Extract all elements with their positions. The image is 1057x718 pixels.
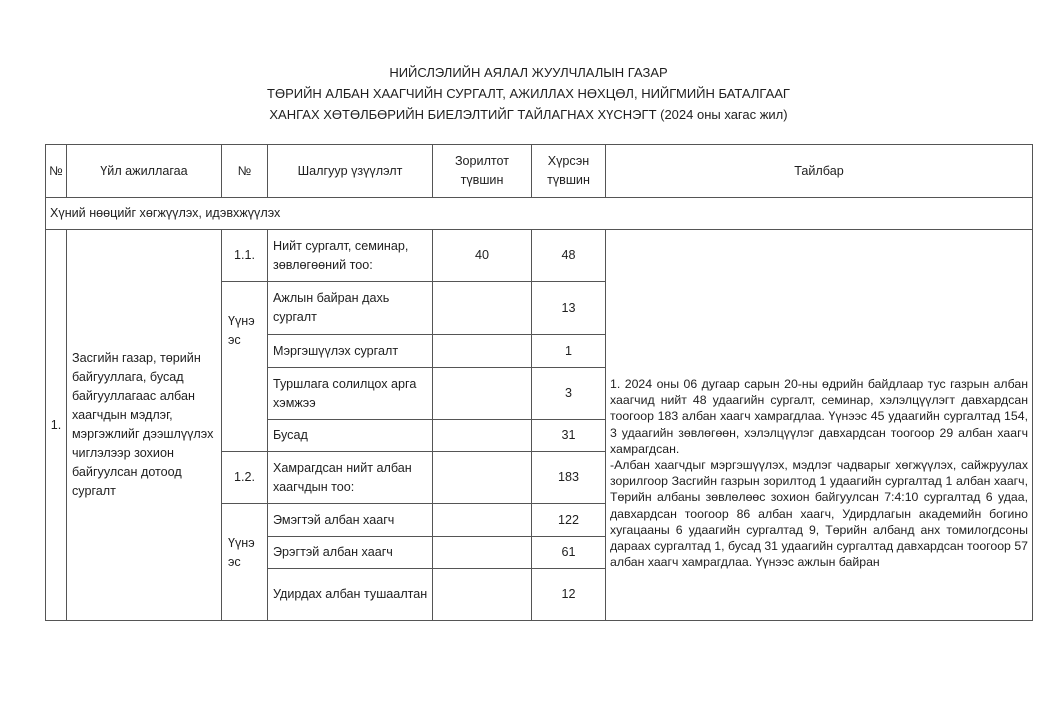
note-cell [606, 230, 1033, 621]
note-paragraph-1: 1. 2024 оны 06 дугаар сарын 20-ны өдрийн байдлаар тус газрын албан хаагчид нийт 48 удаагийн сургалт, семинар, хэлэлцүүлэгт давхардсан тоогоор 183 албан хаагч хамрагдлаа. Үүнээс 45 удаагийн сургалтад 154, 3 удаагийн зөвлөгөөн, хэлэлцүүлэг давхардсан тоогоор 29 албан хаагч хамрагдсан. [610, 377, 1028, 456]
achieved-cell: 3 [532, 368, 606, 420]
indicator-cell: Бусад [268, 420, 433, 452]
indicator-cell: Мэргэшүүлэх сургалт [268, 335, 433, 368]
sub-number: 1.2. [222, 452, 268, 504]
col-header-achieved [532, 145, 606, 198]
col-header-sub-no: № [222, 145, 268, 198]
activity-description: Засгийн газар, төрийн байгууллага, бусад байгууллагаас албан хаагчдын мэдлэг, мэргэжлийг дээшлүүлэх чиглэлээр зохион байгуулсан дотоод сургалт [67, 230, 222, 621]
document-title-line-2: ТӨРИЙН АЛБАН ХААГЧИЙН СУРГАЛТ, АЖИЛЛАХ НӨХЦӨЛ, НИЙГМИЙН БАТАЛГААГ [267, 86, 790, 101]
indicator-cell: Туршлага солилцох арга хэмжээ [268, 368, 433, 420]
col-header-activity: Үйл ажиллагаа [67, 145, 222, 198]
achieved-cell: 183 [532, 452, 606, 504]
achieved-cell: 12 [532, 569, 606, 621]
achieved-cell: 122 [532, 504, 606, 537]
indicator-cell: Эрэгтэй албан хаагч [268, 537, 433, 569]
achieved-cell: 48 [532, 230, 606, 282]
target-cell [433, 537, 532, 569]
sub-label-of-which: Үүнэ эс [222, 504, 268, 621]
report-table [45, 144, 1033, 621]
note-paragraph-2: -Албан хаагчдыг мэргэшүүлэх, мэдлэг чадварыг хөгжүүлэх, сайжруулах зорилгоор Засгийн газрын зорилтод 1 удаагийн сургалтад 1 албан хаагч, Төрийн албаны зөвлөлөөс зохион байгуулсан 7:4:10 сургалтад 6 удаа, давхардсан тоогоор 86 албан хаагч, Удирдлагын академийн богино хугацааны 6 удаагийн сургалтад 9, Төрийн албанд анх томилогдсоны дараах сургалтад 1, бусад 31 удаагийн сургалтад давхардсан тоогоор 57 албан хаагч хамрагдлаа. Үүнээс ажлын байран [610, 458, 1028, 570]
achieved-cell: 31 [532, 420, 606, 452]
col-header-target-line-2: түвшин [460, 173, 504, 187]
document-title-line-1: НИЙСЛЭЛИЙН АЯЛАЛ ЖУУЛЧЛАЛЫН ГАЗАР [389, 65, 668, 80]
target-cell [433, 452, 532, 504]
col-header-achieved-line-1: Хүрсэн [547, 154, 590, 168]
target-cell [433, 368, 532, 420]
indicator-cell: Ажлын байран дахь сургалт [268, 282, 433, 335]
col-header-note: Тайлбар [606, 145, 1033, 198]
target-cell [433, 282, 532, 335]
sub-number: 1.1. [222, 230, 268, 282]
target-cell: 40 [433, 230, 532, 282]
indicator-cell: Нийт сургалт, семинар, зөвлөгөөний тоо: [268, 230, 433, 282]
sub-label-of-which: Үүнэ эс [222, 282, 268, 452]
col-header-no: № [46, 145, 67, 198]
section-title: Хүний нөөцийг хөгжүүлэх, идэвхжүүлэх [46, 198, 1033, 230]
indicator-cell: Хамрагдсан нийт албан хаагчдын тоо: [268, 452, 433, 504]
achieved-cell: 1 [532, 335, 606, 368]
target-cell [433, 569, 532, 621]
indicator-cell: Удирдах албан тушаалтан [268, 569, 433, 621]
document-title-line-3: ХАНГАХ ХӨТӨЛБӨРИЙН БИЕЛЭЛТИЙГ ТАЙЛАГНАХ ХҮСНЭГТ (2024 оны хагас жил) [269, 107, 788, 122]
row-number: 1. [46, 230, 67, 621]
target-cell [433, 420, 532, 452]
target-cell [433, 504, 532, 537]
table-row [46, 230, 1033, 282]
achieved-cell: 13 [532, 282, 606, 335]
achieved-cell: 61 [532, 537, 606, 569]
section-row [46, 198, 1033, 230]
header-row [46, 145, 1033, 198]
col-header-target [433, 145, 532, 198]
target-cell [433, 335, 532, 368]
col-header-indicator: Шалгуур үзүүлэлт [268, 145, 433, 198]
col-header-target-line-1: Зорилтот [454, 154, 510, 168]
indicator-cell: Эмэгтэй албан хаагч [268, 504, 433, 537]
col-header-achieved-line-2: түвшин [547, 173, 590, 187]
